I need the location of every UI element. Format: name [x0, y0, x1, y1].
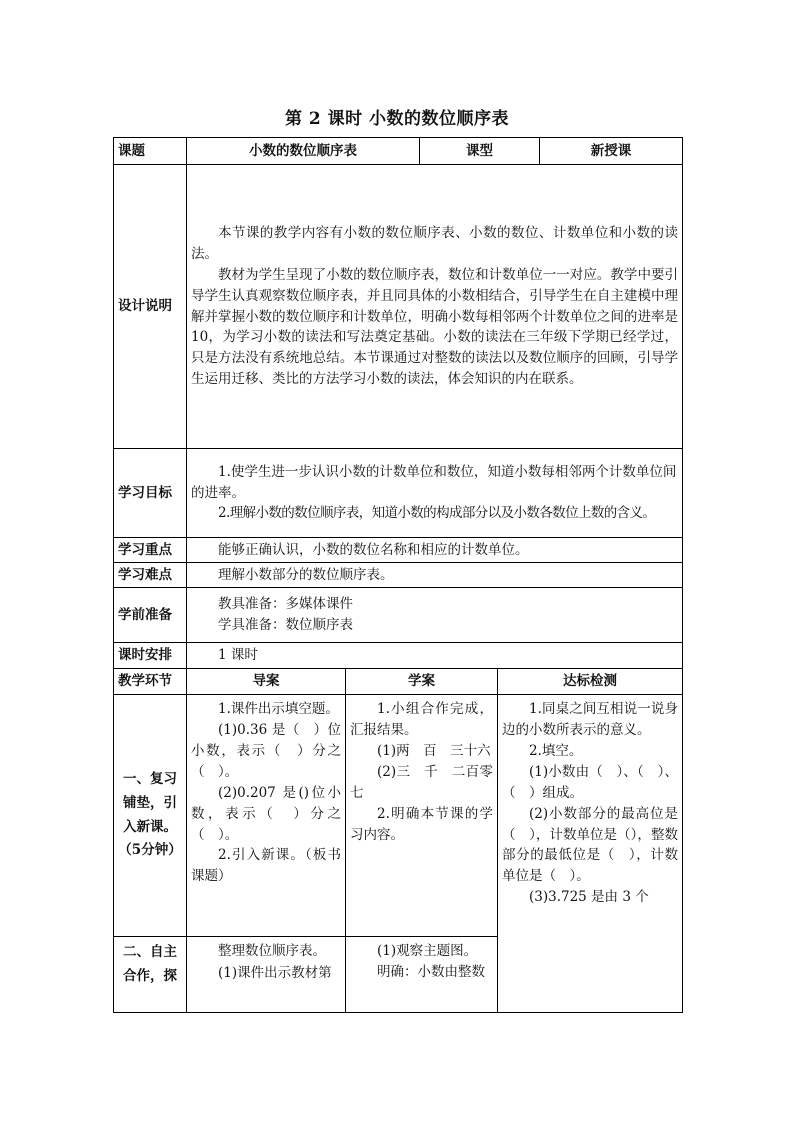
page-title: 第 2 课时 小数的数位顺序表	[284, 109, 510, 129]
type-value: 新授课	[540, 138, 683, 165]
lesson-plan-table	[113, 137, 683, 1013]
check-line-1: 1.同桌之间互相说一说身边的小数所表示的意义。	[502, 701, 678, 738]
goals-label: 学习目标	[114, 449, 187, 538]
stage-1-row	[114, 695, 683, 937]
design-label: 设计说明	[114, 165, 187, 449]
stage-1-guide	[187, 695, 346, 937]
goals-row	[114, 449, 683, 538]
stage-2-guide-line-1: 整理数位顺序表。	[218, 943, 326, 959]
study-line-4: 2.明确本节课的学习内容。	[350, 805, 493, 843]
stage-2-study-line-2: 明确：小数由整数	[377, 963, 485, 980]
design-row	[114, 165, 683, 449]
study-line-1: 1.小组合作完成，汇报结果。	[350, 701, 493, 738]
check-column-header: 达标检测	[498, 669, 683, 695]
schedule-row	[114, 643, 683, 669]
prep-label: 学前准备	[114, 588, 187, 643]
prep-student: 学具准备：数位顺序表	[218, 617, 353, 633]
design-paragraph-2: 教材为学生呈现了小数的数位顺序表，数位和计数单位一一对应。教学中要引导学生认真观察数位顺序表，并且同具体的小数相结合，引导学生在自主建模中理解并掌握小数的数位顺序和计数单位，明确小数每相邻两个计数单位之间的进率是 10，为学习小数的读法和写法奠定基础。小数的读法在三年级下学期已经学过，只是方法没有系统地总结。本节课通过对整数的读法以及数位顺序的回顾，引导学生运用迁移、类比的方法学习小数的读法，体会知识的内在联系。	[191, 266, 678, 388]
schedule-label: 课时安排	[114, 643, 187, 669]
stage-2-guide	[187, 937, 346, 1013]
schedule-value: 1 课时	[187, 643, 683, 669]
key-point-label: 学习重点	[114, 538, 187, 563]
guide-line-2: (1)0.36 是（ ）位小数，表示（ ）分之（ ）。	[191, 721, 341, 780]
guide-line-1: 1.课件出示填空题。	[218, 701, 339, 717]
prep-teacher: 教具准备：多媒体课件	[218, 596, 353, 613]
guide-line-4: 2.引入新课。（板书课题）	[191, 847, 341, 885]
stage-1-study	[346, 695, 498, 937]
goal-2: 2.理解小数的数位顺序表，知道小数的构成部分以及小数各数位上数的含义。	[218, 505, 656, 522]
stage-2-study-line-1: (1)观察主题图。	[377, 943, 478, 959]
topic-value: 小数的数位顺序表	[187, 138, 420, 165]
prep-row	[114, 588, 683, 643]
study-line-2: (1)两 百 三十六	[377, 742, 491, 759]
stage-2-guide-line-2: (1)课件出示教材第	[218, 964, 332, 981]
check-line-5: (3)3.725 是由 3 个	[529, 889, 649, 906]
check-content	[498, 695, 683, 1013]
header-row	[114, 138, 683, 165]
stage-2-name: 二、自主合作，探	[114, 937, 187, 1013]
prep-content	[187, 588, 683, 643]
key-point-value: 能够正确认识，小数的数位名称和相应的计数单位。	[187, 538, 683, 563]
stage-1-name: 一、复习铺垫，引入新课。（5分钟）	[114, 695, 187, 937]
guide-line-3: (2)0.207 是()位小数，表示（ ）分之（ ）。	[191, 784, 341, 843]
topic-label: 课题	[114, 138, 187, 165]
difficulty-row	[114, 563, 683, 588]
study-column-header: 学案	[346, 669, 498, 695]
stage-column-header: 教学环节	[114, 669, 187, 695]
study-line-3: (2)三 千 二百零七	[350, 763, 493, 801]
goals-content	[187, 449, 683, 538]
guide-column-header: 导案	[187, 669, 346, 695]
check-line-3: (1)小数由（ ）、（ ）、（ ）组成。	[502, 763, 678, 801]
column-header-row	[114, 669, 683, 695]
goal-1: 1.使学生进一步认识小数的计数单位和数位，知道小数每相邻两个计数单位间的进率。	[191, 463, 677, 501]
stage-2-study	[346, 937, 498, 1013]
check-line-2: 2.填空。	[529, 742, 583, 759]
check-line-4: (2)小数部分的最高位是（ ），计数单位是（），整数部分的最低位是（ ），计数单位是（ ）。	[502, 805, 678, 885]
difficulty-label: 学习难点	[114, 563, 187, 588]
key-point-row	[114, 538, 683, 563]
difficulty-value: 理解小数部分的数位顺序表。	[187, 563, 683, 588]
design-content	[187, 165, 683, 449]
type-label: 课型	[420, 138, 540, 165]
design-paragraph-1: 本节课的教学内容有小数的数位顺序表、小数的数位、计数单位和小数的读法。	[191, 224, 678, 262]
